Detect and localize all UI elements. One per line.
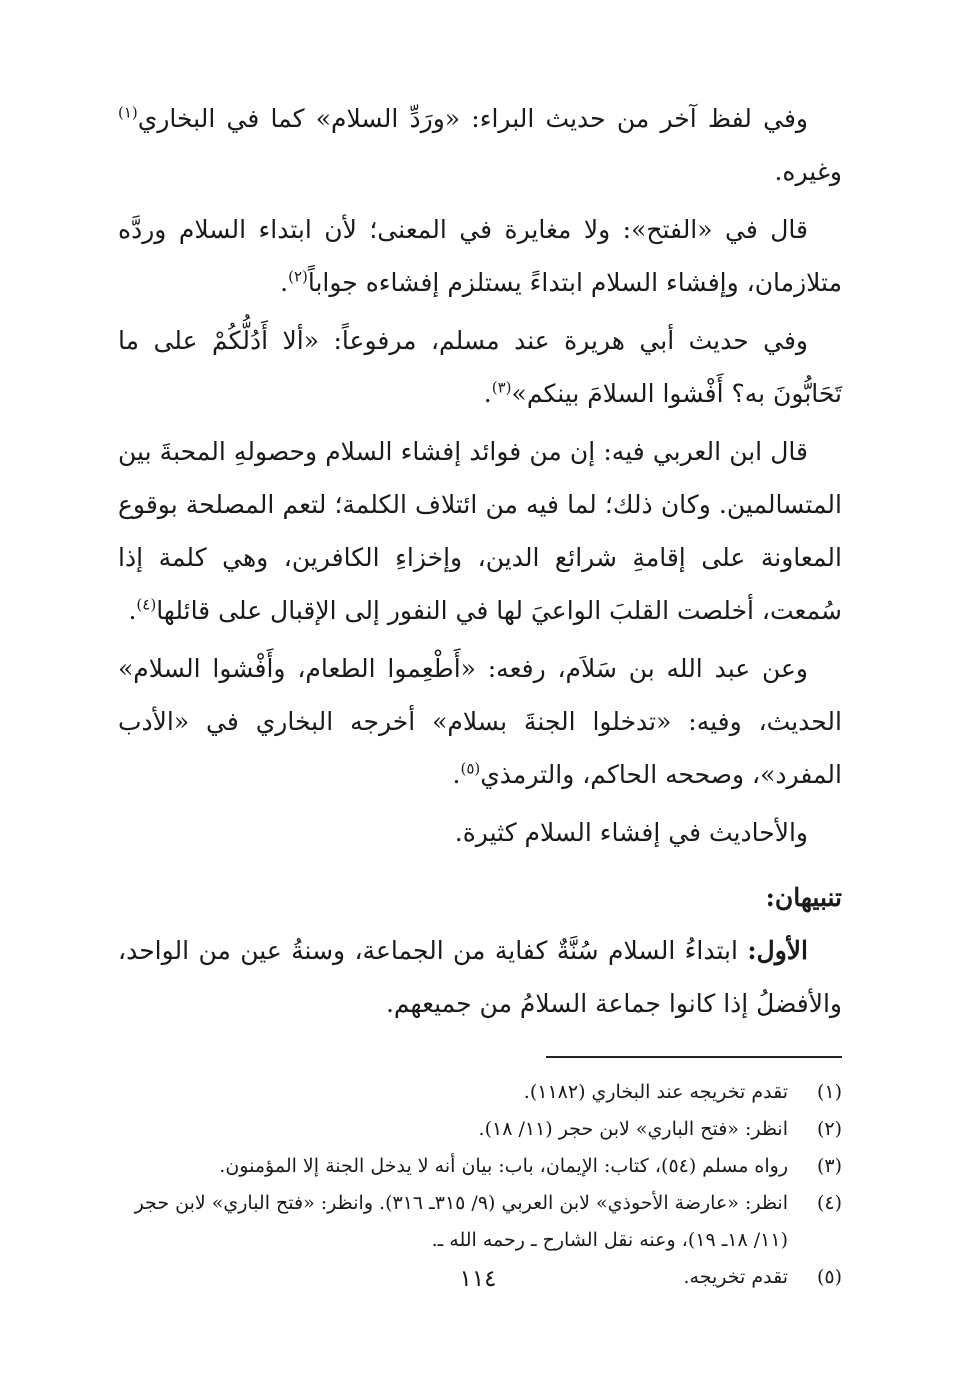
footnote-marker[interactable]: (٢)	[288, 267, 308, 286]
paragraph-tail: وغيره.	[774, 157, 842, 186]
footnote-marker[interactable]: (٣)	[491, 378, 512, 397]
footnote-marker[interactable]: (٤)	[136, 595, 157, 614]
footnote-item	[118, 1148, 842, 1185]
paragraph	[118, 806, 842, 859]
footnote-text: انظر: «عارضة الأحوذي» لابن العربي (٩/ ٣١٥ـ ٣١٦). وانظر: «فتح الباري» لابن حجر (١١/ ١٨ـ ١٩)، وعنه نقل الشارح ـ رحمه الله ـ.	[134, 1192, 788, 1251]
paragraph	[118, 92, 842, 198]
footnote-number: (١)	[816, 1081, 842, 1103]
footnote-number: (٤)	[816, 1192, 842, 1214]
page-body	[118, 92, 842, 1296]
paragraph-tail: .	[452, 760, 461, 789]
paragraph	[118, 314, 842, 420]
paragraph-tail: .	[128, 596, 137, 625]
first-note-text: ابتداءُ السلام سُنَّةٌ كفاية من الجماعة، وسنةُ عين من الواحد، والأفضلُ إذا كانوا جماعة السلامُ من جميعهم.	[118, 936, 842, 1018]
page-number: ١١٤	[459, 1266, 497, 1292]
footnote-text: انظر: «فتح الباري» لابن حجر (١١/ ١٨).	[478, 1118, 788, 1140]
paragraph-text: وفي لفظ آخر من حديث البراء: «ورَدِّ السلام» كما في البخاري	[137, 104, 808, 133]
paragraph-text: وعن عبد الله بن سَلاَم، رفعه: «أَطْعِموا الطعام، وأَفْشوا السلام» الحديث، وفيه: «تدخلوا الجنةَ بسلام» أخرجه البخاري في «الأدب المفرد»، وصححه الحاكم، والترمذي	[118, 654, 842, 789]
paragraph	[118, 425, 842, 637]
paragraph-tail: .	[483, 379, 492, 408]
footnote-text: رواه مسلم (٥٤)، كتاب: الإيمان، باب: بيان أنه لا يدخل الجنة إلا المؤمنون.	[219, 1155, 788, 1177]
footnote-item	[118, 1185, 842, 1259]
footnote-marker[interactable]: (٥)	[460, 759, 481, 778]
paragraph-text: والأحاديث في إفشاء السلام كثيرة.	[454, 818, 808, 847]
footnote-item	[118, 1074, 842, 1111]
paragraph-tail: .	[280, 268, 289, 297]
footnote-marker[interactable]: (١)	[118, 103, 138, 122]
section-heading: تنبيهان:	[765, 883, 842, 912]
footnote-text: تقدم تخريجه عند البخاري (١١٨٢).	[523, 1081, 788, 1103]
paragraph	[118, 642, 842, 801]
paragraph	[118, 203, 842, 309]
paragraph-text: وفي حديث أبي هريرة عند مسلم، مرفوعاً: «ألا أَدُلُّكُمْ على ما تَحَابُّونَ به؟ أَفْشوا السلامَ بينكم»	[118, 326, 842, 408]
first-note-paragraph	[118, 924, 842, 1030]
first-note-label: الأول:	[747, 936, 808, 965]
footnote-separator	[546, 1056, 842, 1058]
footnote-item	[118, 1111, 842, 1148]
footnotes	[118, 1074, 842, 1296]
footnote-text: تقدم تخريجه.	[683, 1266, 788, 1288]
footnote-number: (٥)	[816, 1266, 842, 1288]
paragraph-text: قال ابن العربي فيه: إن من فوائد إفشاء السلام وحصولهِ المحبةَ بين المتسالمين. وكان ذلك؛ لما فيه من ائتلاف الكلمة؛ لتعم المصلحة بوقوع المعاونة على إقامةِ شرائع الدين، وإخزاءِ الكافرين، وهي كلمة إذا سُمعت، أخلصت القلبَ الواعيَ لها في النفور إلى الإقبال على قائلها	[118, 437, 842, 625]
footnote-number: (٣)	[816, 1155, 842, 1177]
footnote-number: (٢)	[816, 1118, 842, 1140]
paragraph-text: قال في «الفتح»: ولا مغايرة في المعنى؛ لأن ابتداء السلام وردَّه متلازمان، وإفشاء السلام ابتداءً يستلزم إفشاءه جواباً	[118, 215, 842, 297]
